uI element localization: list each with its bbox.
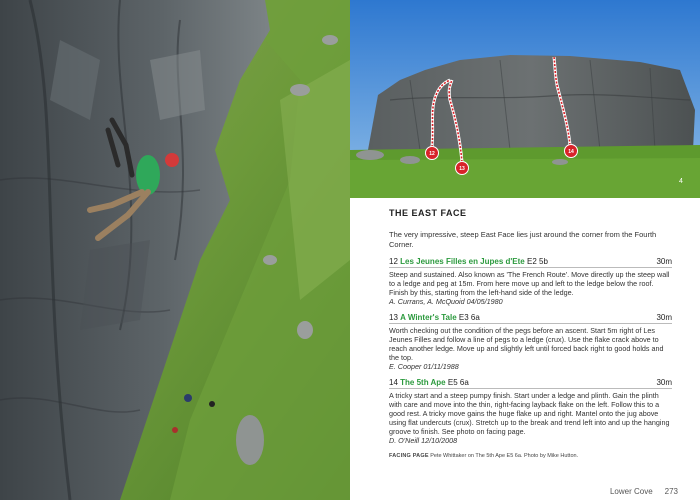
- guidebook-page: [350, 198, 700, 500]
- route-entry-13: [389, 313, 672, 371]
- route-entry-14: [389, 378, 672, 445]
- section-title: THE EAST FACE: [389, 208, 467, 218]
- topo-photo-art: [350, 0, 700, 198]
- section-intro: The very impressive, steep East Face lies just around the corner from the Fourth Corner.: [389, 230, 657, 249]
- page-number: 273: [664, 487, 678, 496]
- route-name: A Winter's Tale: [400, 313, 457, 322]
- svg-text:4: 4: [679, 178, 683, 185]
- facing-page-caption: [389, 453, 672, 459]
- route-grade: E3 6a: [458, 313, 480, 322]
- topo-badge-14: [565, 145, 578, 158]
- page-marker-4: [679, 178, 683, 185]
- topo-badge-13: [456, 162, 469, 175]
- page-content: [389, 208, 672, 459]
- route-grade: E2 5b: [527, 257, 548, 266]
- route-title: [389, 313, 480, 322]
- route-number: 12: [389, 257, 398, 266]
- route-description: Worth checking out the condition of the pegs before an ascent. Start 5m right of Les Jeunes Filles and follow a line of pegs to a ledge (crux). Use the flake crack above to reach another ledge. Move up and slightly left until forced back right to good holds and the top.: [389, 326, 664, 362]
- svg-text:14: 14: [568, 149, 574, 155]
- facing-page-label: FACING PAGE: [389, 453, 429, 459]
- route-name: Les Jeunes Filles en Jupes d'Ete: [400, 257, 525, 266]
- svg-text:12: 12: [429, 151, 435, 157]
- route-length: 30m: [656, 257, 672, 266]
- facing-page-text: Pete Whittaker on The 5th Ape E5 6a. Photo by Mike Hutton.: [430, 453, 579, 459]
- topo-photo: [350, 0, 700, 198]
- route-title: [389, 378, 469, 387]
- route-first-ascent: D. O'Neill 12/10/2008: [389, 436, 458, 445]
- route-grade: E5 6a: [447, 378, 469, 387]
- route-number: 14: [389, 378, 398, 387]
- route-first-ascent: A. Currans, A. McQuoid 04/05/1980: [389, 297, 503, 306]
- route-name: The 5th Ape: [400, 378, 446, 387]
- svg-text:13: 13: [459, 166, 465, 172]
- topo-badge-12: [426, 147, 439, 160]
- route-length: 30m: [656, 378, 672, 387]
- route-entry-12: [389, 257, 672, 306]
- route-description: A tricky start and a steep pumpy finish. Start under a ledge and plinth. Gain the plinth with care and move into the thin, right-facing layback flake on the left. Follow this to a good rest. A tricky move gains the huge flake up and right. Mantel onto the jug above using flat undercuts (crux). Stretch up to the break and trend left into and up the hanging groove to finish. See photo on facing page.: [389, 391, 670, 436]
- route-number: 13: [389, 313, 398, 322]
- route-first-ascent: E. Cooper 01/11/1988: [389, 362, 459, 371]
- route-title: [389, 257, 548, 266]
- page-footer: [610, 487, 678, 496]
- route-header: [389, 378, 672, 389]
- route-length: 30m: [656, 313, 672, 322]
- route-header: [389, 257, 672, 268]
- footer-section: Lower Cove: [609, 487, 653, 496]
- route-description: Steep and sustained. Also known as 'The French Route'. Move directly up the steep wall to a ledge and peg at 15m. From here move up and left to the ledge below the roof. Finish by this, starting from the left-hand side of the ledge.: [389, 270, 670, 297]
- route-header: [389, 313, 672, 324]
